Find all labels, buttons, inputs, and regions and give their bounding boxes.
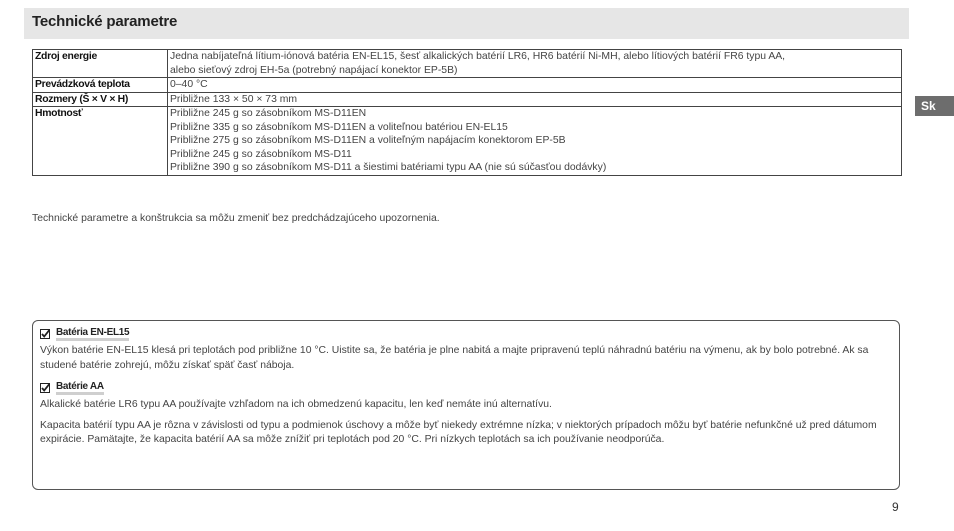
spec-value <box>168 92 902 107</box>
header-bar <box>24 8 909 39</box>
notes-box <box>32 320 900 490</box>
note-heading <box>40 381 892 395</box>
spec-value-line: Približne 133 × 50 × 73 mm <box>170 93 298 105</box>
spec-value <box>168 107 902 176</box>
spec-key: Rozmery (Š × V × H) <box>33 92 168 107</box>
spec-value-line: Približne 245 g so zásobníkom MS-D11 <box>170 148 352 160</box>
table-row <box>33 107 902 176</box>
table-row <box>33 78 902 93</box>
note-paragraph: Alkalické batérie LR6 typu AA používajte vzhľadom na ich obmedzenú kapacitu, len keď nemáte inú alternatívu. <box>40 399 552 410</box>
spec-key: Hmotnosť <box>33 107 168 176</box>
spec-key: Zdroj energie <box>33 50 168 78</box>
spec-value-line: Približne 245 g so zásobníkom MS-D11EN <box>170 108 367 119</box>
spec-value-line: Približne 335 g so zásobníkom MS-D11EN a voliteľnou batériou EN-EL15 <box>170 121 508 133</box>
table-row <box>33 92 902 107</box>
spec-key: Prevádzková teplota <box>33 78 168 93</box>
language-tab: Sk <box>915 96 954 116</box>
checkbox-icon <box>40 383 50 393</box>
page-title: Technické parametre <box>32 13 178 30</box>
checkbox-icon <box>40 329 50 339</box>
spec-value-line: Jedna nabíjateľná lítium-iónová batéria EN-EL15, šesť alkalických batérií LR6, HR6 batérií Ni-MH, alebo lítiových batérií FR6 typu AA, <box>170 51 786 62</box>
spec-value-line: 0–40 °C <box>170 79 208 90</box>
spec-value-line: alebo sieťový zdroj EH-5a (potrebný napájací konektor EP-5B) <box>170 64 458 76</box>
table-row <box>33 50 902 78</box>
page-number: 9 <box>892 500 899 514</box>
spec-value-line: Približne 390 g so zásobníkom MS-D11 a šiestimi batériami typu AA (nie sú súčasťou dodávky) <box>170 162 607 173</box>
spec-value <box>168 50 902 78</box>
specs-table <box>32 49 902 176</box>
spec-value <box>168 78 902 93</box>
spec-disclaimer: Technické parametre a konštrukcia sa môžu zmeniť bez predchádzajúceho upozornenia. <box>32 213 440 224</box>
spec-value-line: Približne 275 g so zásobníkom MS-D11EN a voliteľným napájacím konektorom EP-5B <box>170 135 566 146</box>
note-heading <box>40 327 892 341</box>
note-title: Batéria EN-EL15 <box>56 327 129 341</box>
note-paragraph: Kapacita batérií typu AA je rôzna v závislosti od typu a podmienok úschovy a môže byť niekedy extrémne nízka; v niektorých prípadoch môžu byť batérie nefunkčné už pred dátumom expirácie. Pamätajte, že kapacita batérií AA sa môže znížiť pri teplotách pod 20 °C. Pri nízkych teplotách sa ich používanie neodporúča. <box>40 419 877 445</box>
note-title: Batérie AA <box>56 381 104 395</box>
note-paragraph: Výkon batérie EN-EL15 klesá pri teplotách pod približne 10 °C. Uistite sa, že batéria je plne nabitá a majte pripravenú teplú náhradnú batériu na výmenu, ak by bolo potrebné. Ak sa studené batérie zohrejú, môžu získať späť časť náboja. <box>40 345 869 371</box>
